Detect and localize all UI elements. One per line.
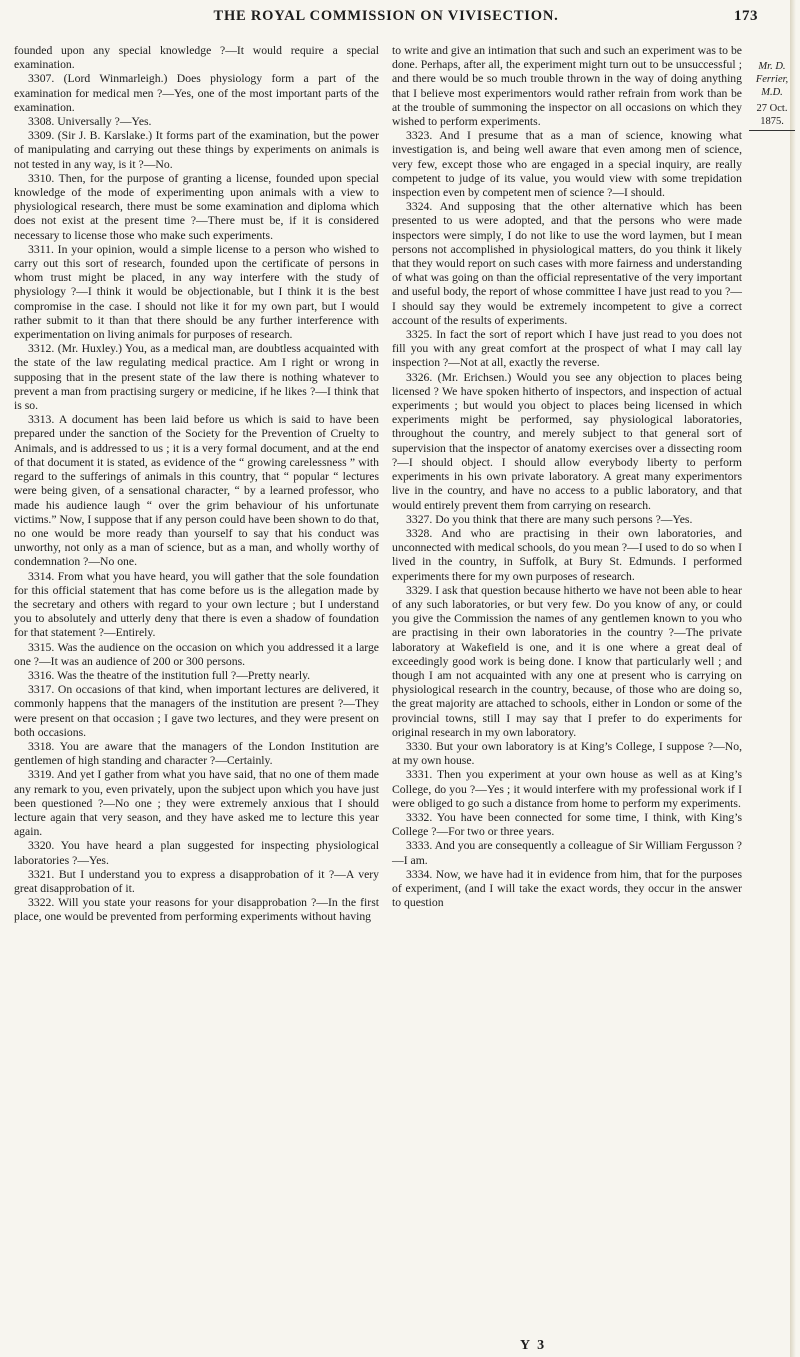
paragraph: 3332. You have been connected for some time, I think, with King’s College ?—For two or three years. bbox=[392, 810, 742, 839]
paragraph: 3319. And yet I gather from what you have said, that no one of them made any remark to you, even privately, upon the subject upon which you have just been questioned ?—No one ; they were extremely anxious that I should lecture again that very season, and they have asked me to lecture this year again. bbox=[14, 768, 379, 839]
witness-date: 27 Oct. 1875. bbox=[749, 102, 795, 131]
left-column bbox=[14, 44, 379, 925]
witness-name: Mr. D. Ferrier, M.D. bbox=[755, 61, 789, 98]
paragraph: 3311. In your opinion, would a simple license to a person who wished to carry out this sort of research, founded upon the certificate of persons in whom trust might be placed, in any way interfere with the study of physiology ?—I think it would be objectionable, but I think it is the best compromise in the case. I should not like it for my own part, but I would rather submit to it than that there should be any further interference with experimentation on living animals for purposes of research. bbox=[14, 242, 379, 342]
paragraph: 3312. (Mr. Huxley.) You, as a medical man, are doubtless acquainted with the state of the law regulating medical practice. Am I right or wrong in supposing that in the present state of the law there is nothing whatever to prevent a man from practising surgery or medicine, if he likes ?—I think that is so. bbox=[14, 342, 379, 413]
paragraph: 3331. Then you experiment at your own house as well as at King’s College, do you ?—Yes ; it would interfere with my professional work if I were obliged to go such a distance from home to perform my experiments. bbox=[392, 768, 742, 810]
paragraph: to write and give an intimation that such and such an experiment was to be done. Perhaps, after all, the experiment might turn out to be unsuccessful ; and there would be so much trouble thrown in the way of doing anything that I believe most experimentors would rather refrain from work than be at the trouble of summoning the inspector on all occasions on which they wished to perform experiments. bbox=[392, 44, 742, 129]
paragraph: 3309. (Sir J. B. Karslake.) It forms part of the examination, but the power of manipulating and carrying out these things by experiments on animals is not tested in any way, is it ?—No. bbox=[14, 129, 379, 171]
margin-note bbox=[749, 60, 795, 131]
paragraph: 3315. Was the audience on the occasion on which you addressed it a large one ?—It was an audience of 200 or 300 persons. bbox=[14, 640, 379, 668]
paragraph: 3317. On occasions of that kind, when important lectures are delivered, it commonly happens that the managers of the institution are present ?—They were present on that occasion ; I gave two lectures, and they were present on both occasions. bbox=[14, 683, 379, 739]
paragraph: 3324. And supposing that the other alternative which has been presented to us were adopted, and that the persons who were made inspectors were simply, I do not like to use the word laymen, but I mean persons not accomplished in physiological matters, do you think it likely that they would report on such cases with more fairness and understanding of what was going on than the official representative of the very important and useful body, the report of whose committee I have just read to you ?—I should say they would be extremely incompetent to give a correct account of the results of experiments. bbox=[392, 200, 742, 327]
paragraph: 3326. (Mr. Erichsen.) Would you see any objection to places being licensed ? We have spoken hitherto of inspectors, and inspection of actual experiments ; but would you object to places being licensed in which experiments might be performed, say physiological laboratories, throughout the country, and merely subject to that general sort of supervision that the inspector of anatomy exercises over a dissecting room ?—I should object. I should allow everybody liberty to perform experiments in his own private laboratory. A great many experimentors live in the country, and have no access to a public laboratory, and that would entirely prevent them from carrying on research. bbox=[392, 370, 742, 512]
paragraph: 3307. (Lord Winmarleigh.) Does physiology form a part of the examination for medical men ?—Yes, one of the most important parts of the examination. bbox=[14, 72, 379, 114]
paragraph: 3322. Will you state your reasons for your disapprobation ?—In the first place, one would be prevented from performing experiments without having bbox=[14, 896, 379, 924]
paragraph: 3334. Now, we have had it in evidence from him, that for the purposes of experiment, (and I will take the exact words, they occur in the answer to question bbox=[392, 867, 742, 910]
paragraph: 3325. In fact the sort of report which I have just read to you does not fill you with any great comfort at the prospect of what I may call lay inspection ?—Not at all, exactly the reverse. bbox=[392, 328, 742, 370]
signature-mark: Y 3 bbox=[520, 1338, 547, 1353]
paragraph: 3318. You are aware that the managers of the London Institution are gentlemen of high standing and character ?—Certainly. bbox=[14, 739, 379, 768]
paragraph: 3320. You have heard a plan suggested for inspecting physiological laboratories ?—Yes. bbox=[14, 839, 379, 867]
paragraph: 3321. But I understand you to express a disapprobation of it ?—A very great disapprobation of it. bbox=[14, 867, 379, 895]
paragraph: 3327. Do you think that there are many such persons ?—Yes. bbox=[406, 512, 693, 526]
running-head-title: THE ROYAL COMMISSION ON VIVISECTION. bbox=[213, 8, 559, 24]
paragraph: 3333. And you are consequently a colleague of Sir William Fergusson ?—I am. bbox=[392, 839, 742, 867]
paragraph: 3313. A document has been laid before us which is said to have been prepared under the sanction of the Society for the Prevention of Cruelty to Animals, and is addressed to us ; it is a very formal document, and at the end of that document it is stated, as evidence of the “ growing carelessness ” with regard to the sufferings of animals in this country, that “ popular “ lectures were being given, of a sensational character, “ by a learned professor, who made his audience laugh “ over the grim behaviour of his unfortunate victims.” Now, I suppose that if any person could have been shown to do that, no one would be more ready than yourself to say that his conduct was unworthy, not only as a man of science, but as a man, and wholly worthy of condemnation ?—No one. bbox=[14, 413, 379, 569]
running-head bbox=[14, 8, 758, 30]
page-edge-shadow bbox=[790, 0, 796, 1357]
right-column bbox=[392, 44, 742, 910]
paragraph: 3328. And who are practising in their own laboratories, and unconnected with medical schools, do you mean ?—I used to do so when I lived in the country, in Suffolk, at Bury St. Edmunds. I performed experiments there for my own purposes of research. bbox=[392, 526, 742, 583]
paragraph: 3314. From what you have heard, you will gather that the sole foundation for this official statement that has come before us is the allegation made by the secretary and others with regard to your own lecture ; but I understand you to absolutely and utterly deny that there is even a shadow of foundation for that statement ?—Entirely. bbox=[14, 569, 379, 640]
paragraph: 3310. Then, for the purpose of granting a license, founded upon special knowledge of the mode of experimenting upon animals with a view to physiological research, there must be some examination and diploma which does not exist at the present time ?—There must be, if it is considered necessary to license those who make such experiments. bbox=[14, 171, 379, 242]
paragraph: 3323. And I presume that as a man of science, knowing what investigation is, and being well aware that even among men of science, very few, except those who are engaged in a special inquiry, are really competent to judge of its value, you would view with some trepidation inspection even by competent men of science ?—I should. bbox=[392, 129, 742, 200]
paragraph: 3330. But your own laboratory is at King’s College, I suppose ?—No, at my own house. bbox=[392, 739, 742, 768]
paragraph: 3329. I ask that question because hitherto we have not been able to hear of any such laboratories, or but very few. Do you know of any, or could you give the Commission the names of any gentlemen known to you who are practising in their own laboratories in the country ?—The private laboratory at Wakefield is one, and it is one where a great deal of exceedingly good work is being done. I know that particularly well ; and though I am not acquainted with any one at present who is carrying on physiological research in the country, because, of those who are doing so, the great majority are attached to schools, either in London or some of the provincial towns, still I may say that I prefer to do experiments for original research in my own laboratory. bbox=[392, 583, 742, 739]
paragraph: founded upon any special knowledge ?—It would require a special examination. bbox=[14, 44, 379, 72]
paragraph: 3316. Was the theatre of the institution full ?—Pretty nearly. bbox=[28, 668, 311, 682]
page-number: 173 bbox=[734, 8, 758, 24]
paragraph: 3308. Universally ?—Yes. bbox=[28, 115, 152, 129]
